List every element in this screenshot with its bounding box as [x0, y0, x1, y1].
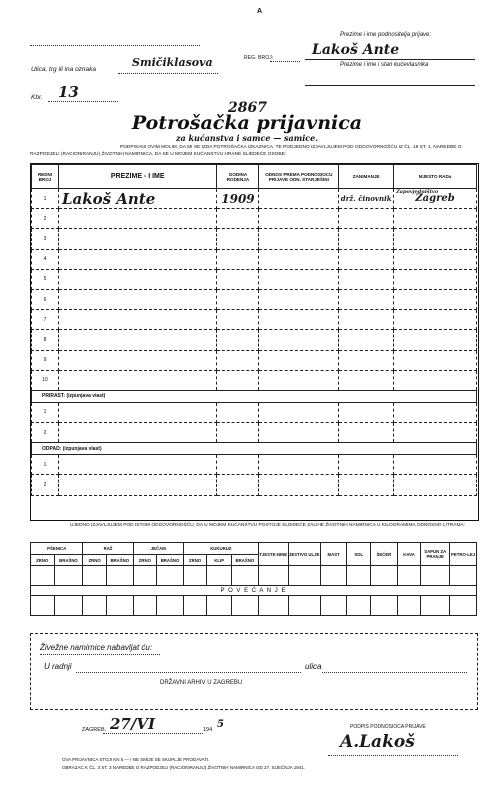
signature: A.Lakoš	[340, 732, 415, 752]
odpad-header-row	[32, 443, 477, 455]
group-tjestenine: TJESTE-NINE	[258, 543, 288, 566]
group-ulje: JESTIVO ULJE	[288, 543, 320, 566]
table-row	[32, 423, 477, 443]
workplace-value: Zagreb	[415, 193, 455, 205]
row-number: 1	[32, 402, 59, 422]
table-row	[32, 229, 477, 249]
table-row	[32, 350, 477, 370]
col-redni-broj: REDNI BROJ	[32, 165, 59, 189]
member-birth-year: 1909	[217, 189, 259, 209]
member-occupation: drž. činovnik	[339, 189, 394, 209]
table-row	[32, 330, 477, 350]
place-label: ZAGREB,	[82, 727, 107, 733]
group-raz: RAŽ	[83, 543, 133, 555]
members-header-row	[32, 165, 477, 189]
year-prefix: 194	[203, 727, 213, 733]
sub-zrno: ZRNO	[183, 555, 207, 566]
table-row	[32, 249, 477, 269]
row-number: 6	[32, 289, 59, 309]
date-value: 27/VI	[110, 715, 156, 733]
row-number: 5	[32, 269, 59, 289]
reg-number: 2867	[228, 100, 267, 116]
row-number: 1	[32, 455, 59, 475]
street-value: Smičiklasova	[132, 56, 213, 69]
supplies-increase-row	[31, 596, 477, 616]
row-number: 3	[32, 229, 59, 249]
table-row	[32, 310, 477, 330]
povecanje-label: P O V E Ć A N J E	[31, 586, 477, 596]
group-secer: ŠEĆER	[371, 543, 398, 566]
member-relation	[259, 189, 339, 209]
row-number: 4	[32, 249, 59, 269]
sub-zrno: ZRNO	[83, 555, 107, 566]
kbr-label: Kbr.	[31, 94, 43, 101]
applicant-caption: Prezime i ime podnositelja prijave:	[340, 32, 432, 38]
price-note: OVA PRIJAVNICA STOJI KN 5 — I NE SMIJE SE SKUPLJE PRODAVATI.	[62, 757, 210, 762]
applicant-name: Lakoš Ante	[312, 42, 400, 58]
form-title: Potrošačka prijavnica	[131, 112, 363, 134]
shop-line	[76, 671, 301, 673]
sub-zrno: ZRNO	[133, 555, 157, 566]
purchase-heading: Živežne namirnice nabavljat ću:	[40, 643, 153, 652]
odpad-label: ODPAD: (izpunjava vlast)	[32, 443, 477, 455]
table-row	[32, 189, 477, 209]
sub-brasno: BRAŠNO	[54, 555, 83, 566]
row-number: 2	[32, 423, 59, 443]
group-petrolej: PETRO-LEJ	[450, 543, 477, 566]
applicant-line	[305, 58, 475, 60]
group-sol: SOL	[347, 543, 371, 566]
sub-brasno: BRAŠNO	[157, 555, 184, 566]
archive-stamp: DRŽAVNI ARHIV U ZAGREBU	[160, 680, 243, 686]
group-kava: KAVA	[397, 543, 421, 566]
row-number: 8	[32, 330, 59, 350]
row-number: 9	[32, 350, 59, 370]
group-jecam: JEČAM	[133, 543, 183, 555]
street-line	[118, 72, 218, 74]
table-row	[32, 209, 477, 229]
table-row	[32, 402, 477, 422]
street-label: Ulica, trg ili ina oznaka	[31, 66, 97, 73]
landlord-caption: Prezime i ime i stan kućevlasnika	[340, 62, 429, 68]
sub-brasno: BRAŠNO	[232, 555, 259, 566]
signature-caption: PODPIS PODNOSIOCA PRIJAVE	[350, 724, 426, 730]
members-table	[31, 164, 477, 496]
top-rule-left	[30, 44, 200, 46]
shop-label: U radnji	[44, 662, 72, 671]
row-number: 1	[32, 189, 59, 209]
group-sapun: SAPUN ZA PRANJE	[421, 543, 450, 566]
row-number: 10	[32, 370, 59, 390]
col-mjesto-rada: MJESTO RADa	[394, 165, 477, 189]
prirast-header-row	[32, 390, 477, 402]
regulation-note: OBRAZAC K ČL. 3 ST. 3 NAREDBE O RAZPODJELI (RACIONIRANJU) ŽIVOTNIH NAMIRNICA OD 27. SIJEČNJA 1941.	[62, 765, 306, 770]
group-kukuruz: KUKURUZ	[183, 543, 258, 555]
row-number: 7	[32, 310, 59, 330]
group-psenica: PŠENICA	[31, 543, 83, 555]
year-digit: 5	[217, 719, 224, 730]
col-prezime-ime: PREZIME - I IME	[58, 165, 217, 189]
table-row	[32, 455, 477, 475]
member-name: Lakoš Ante	[58, 189, 217, 209]
signature-line	[328, 754, 458, 756]
supplies-value-row	[31, 566, 477, 586]
purchase-street-line	[322, 671, 467, 673]
table-row	[32, 475, 477, 495]
workplace-note: Zapovjedništvo	[396, 189, 439, 195]
supplies-table	[30, 542, 477, 616]
row-number: 2	[32, 475, 59, 495]
group-mast: MAST	[320, 543, 347, 566]
date-line	[103, 732, 203, 734]
prirast-label: PRIRAST: (izpunjava vlast)	[32, 390, 477, 402]
table-row	[32, 289, 477, 309]
supplies-statement: UJEDNO IZJAVLJUJEM POD ISTOM ODGOVORNOŠĆU, DA U MOJEM KUĆANSTVU POSTOJE SLIEDEĆE ZALIHE ŽIVOTNIH NAMIRNICA U KILOGRAMIMA ODNOSNO LITRAMA:	[70, 523, 465, 528]
povecanje-row	[31, 586, 477, 596]
row-number: 2	[32, 209, 59, 229]
kbr-line	[48, 100, 118, 102]
reg-broj-line	[270, 60, 300, 62]
sub-klip: KLIP	[207, 555, 232, 566]
sub-brasno: BRAŠNO	[106, 555, 133, 566]
supplies-group-row	[31, 543, 477, 555]
sub-zrno: ZRNO	[31, 555, 55, 566]
table-row	[32, 370, 477, 390]
reg-broj-label: REG. BROJ:	[244, 55, 274, 61]
table-row	[32, 269, 477, 289]
col-odnos: ODNOS PREMA PODNOSIOCU PRIJAVE ODN. STARJEŠINI	[259, 165, 339, 189]
col-godina: GODINA RODENJA	[217, 165, 259, 189]
landlord-line	[305, 84, 475, 86]
purchase-heading-line	[40, 653, 160, 655]
form-subtitle: za kućanstva i samce — samice.	[175, 133, 318, 143]
col-zanimanje: ZANIMANJE	[339, 165, 394, 189]
form-letter: A	[257, 8, 263, 15]
kbr-value: 13	[58, 83, 79, 101]
purchase-street-label: ulica	[305, 662, 322, 671]
member-workplace	[394, 189, 477, 209]
declaration-text: PODPISANI OVIM MOLIM, DA MI SE IZDA POTROŠAČKA IZKAZNICA, TE PODJEDNO IZJAVLJUJEM POD ODGOVORNOŠĆU IZ ČL. 18 ST. 1. NAREDBE O RAZPODJELI (RACIONIRANJU) ŽIVOTNIH NAMIRNICA, DA SE U MOJEM KUĆANSTVU HRANE SLIEDEĆE OSOBE:	[30, 145, 462, 157]
